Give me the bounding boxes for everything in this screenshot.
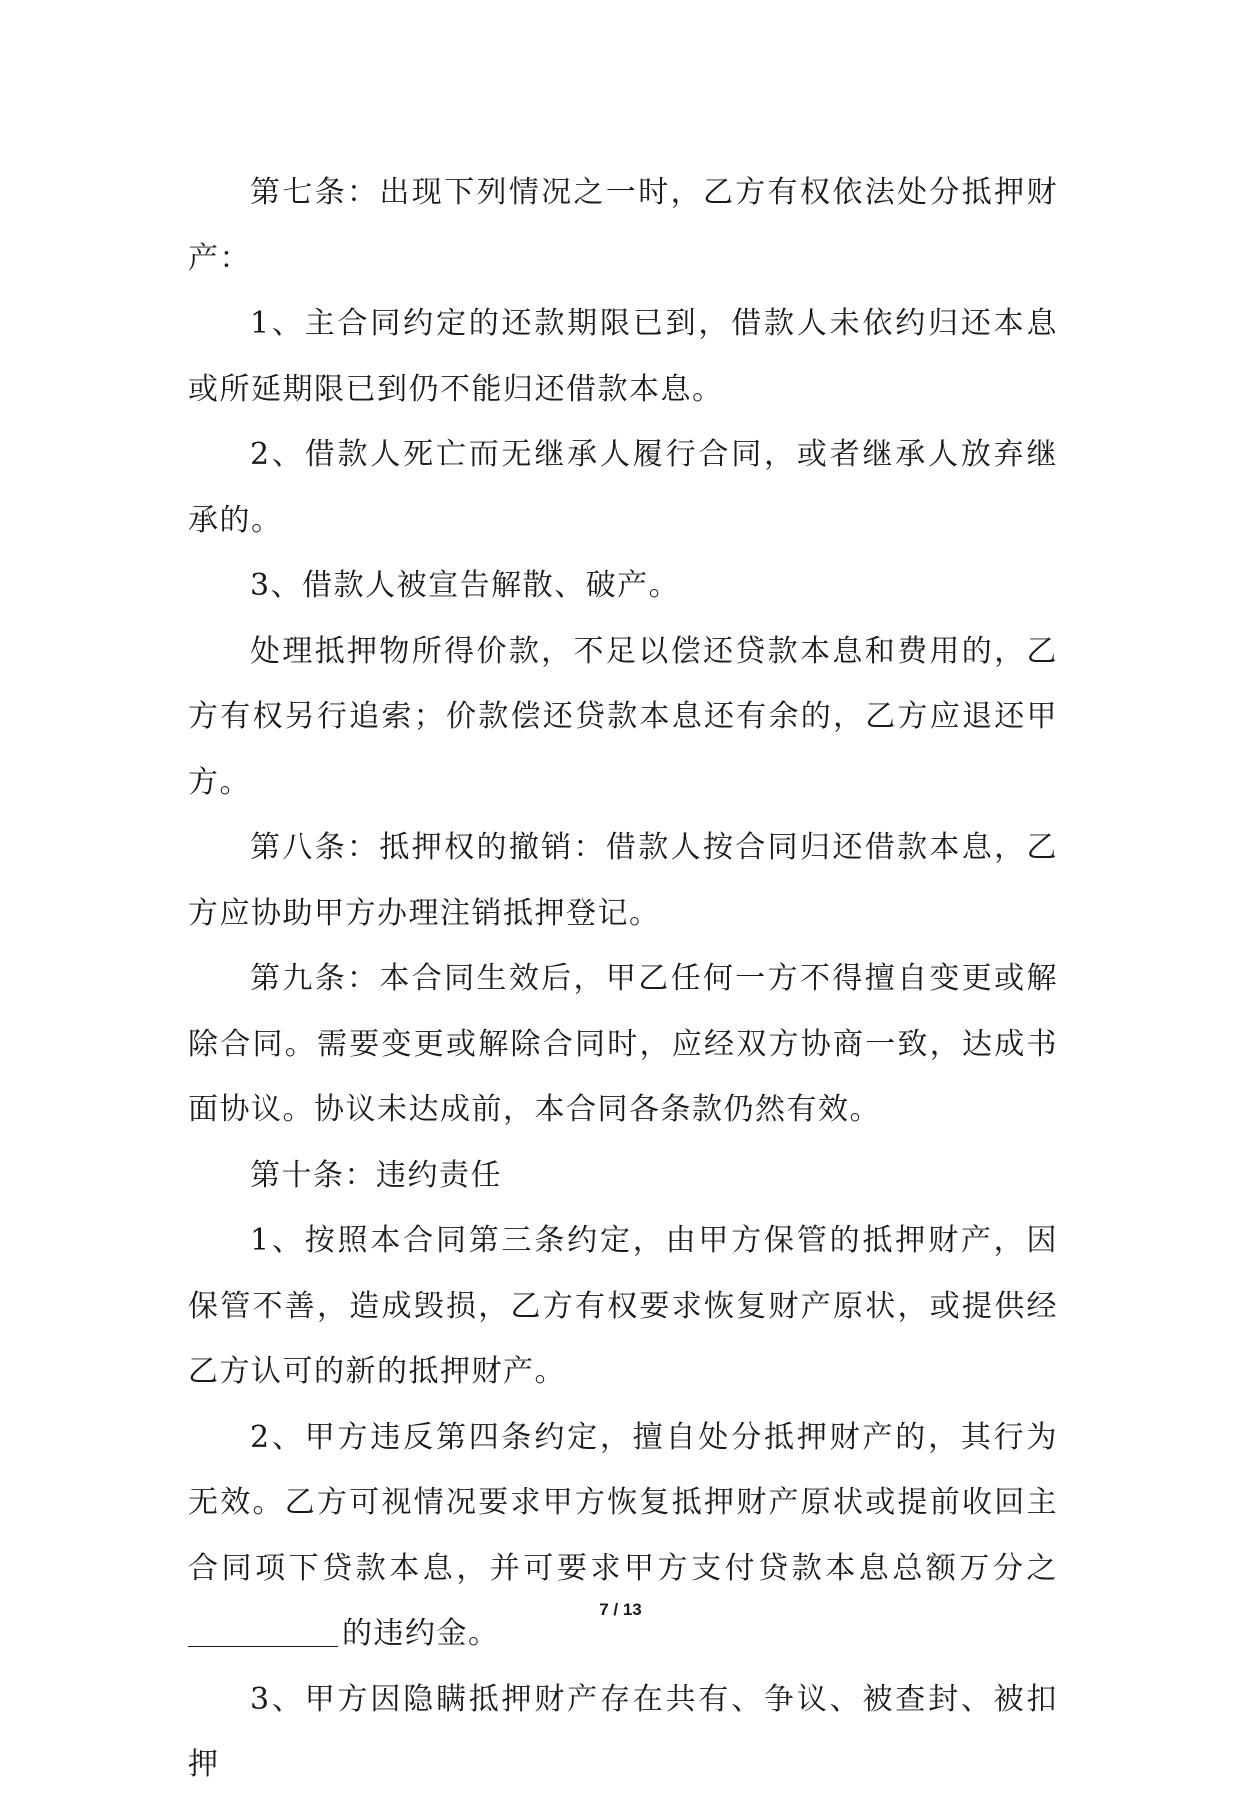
clause-9: 第九条：本合同生效后，甲乙任何一方不得擅自变更或解除合同。需要变更或解除合同时，应经双方协商一致，达成书面协议。协议未达成前，本合同各条款仍然有效。 <box>188 961 1058 1127</box>
clause-10-item-1: 1、按照本合同第三条约定，由甲方保管的抵押财产，因保管不善，造成毁损，乙方有权要求恢复财产原状，或提供经乙方认可的新的抵押财产。 <box>188 1223 1058 1389</box>
clause-7-heading: 第七条：出现下列情况之一时，乙方有权依法处分抵押财产： <box>188 175 1058 276</box>
page-number: 7 / 13 <box>599 1600 642 1619</box>
clause-7-item-3: 3、借款人被宣告解散、破产。 <box>250 568 681 603</box>
clause-7-proceeds: 处理抵押物所得价款，不足以偿还贷款本息和费用的，乙方有权另行追索；价款偿还贷款本息还有余的，乙方应退还甲方。 <box>188 633 1058 800</box>
document-body <box>188 160 1058 1798</box>
clause-7-item-1: 1、主合同约定的还款期限已到，借款人未依约归还本息或所延期限已到仍不能归还借款本息。 <box>188 306 1058 407</box>
clause-10-item-2 <box>188 1405 1058 1667</box>
clause-10-item-2-tail: 的违约金。 <box>342 1616 500 1651</box>
clause-10-item-2-text: 2、甲方违反第四条约定，擅自处分抵押财产的，其行为无效。乙方可视情况要求甲方恢复抵押财产原状或提前收回主合同项下贷款本息，并可要求甲方支付贷款本息总额万分之 <box>188 1419 1058 1586</box>
clause-8: 第八条：抵押权的撤销：借款人按合同归还借款本息，乙方应协助甲方办理注销抵押登记。 <box>188 830 1058 931</box>
clause-7-item-2: 2、借款人死亡而无继承人履行合同，或者继承人放弃继承的。 <box>188 437 1058 538</box>
fill-in-blank <box>188 1616 338 1647</box>
clause-10-heading: 第十条：违约责任 <box>250 1157 502 1193</box>
clause-10-item-3: 3、甲方因隐瞒抵押财产存在共有、争议、被查封、被扣押 <box>188 1681 1058 1782</box>
